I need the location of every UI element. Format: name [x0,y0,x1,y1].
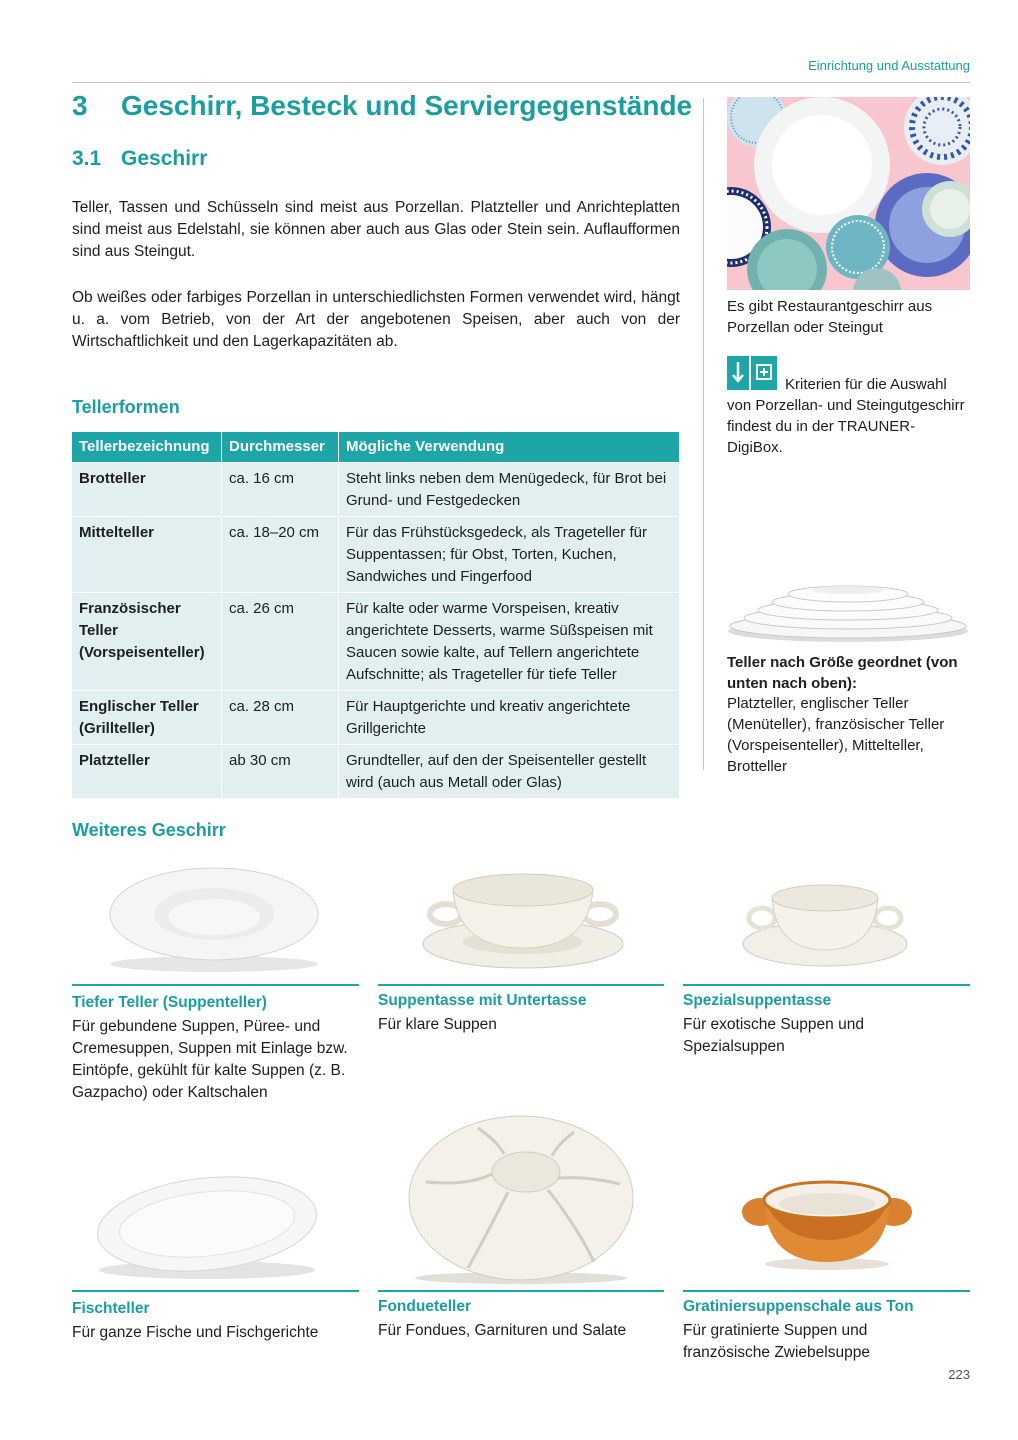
paragraph-porcelain: Ob weißes oder farbiges Porzellan in unterschiedlichsten Formen verwendet wird, hängt u. a. vom Betrieb, von der Art der angebotenen Speisen, aber auch von der Wirtschaftlichkeit und den Lagerkapazitäten ab. [72,289,680,350]
item-title-special-cup: Spezialsuppentasse [683,992,832,1009]
item-title-soup-cup: Suppentasse mit Untertasse [378,992,587,1009]
running-header: Einrichtung und Ausstattung [808,58,970,73]
chapter-number: 3 [72,90,88,121]
item-text-fish-plate: Für ganze Fische und Fischgerichte [72,1324,319,1341]
table-header-row [72,432,679,463]
col-header-diameter: Durchmesser [222,432,339,463]
item-rule [683,984,970,986]
weiteres-heading: Weiteres Geschirr [72,820,226,840]
cell-use: Für Hauptgerichte und kreativ angerichtete Grillgerichte [339,691,680,745]
item-title-fish-plate: Fischteller [72,1300,150,1317]
digibox-text: Kriterien für die Auswahl von Porzellan- und Steingutgeschirr findest du in der TRAUNER-DigiBox. [727,376,965,456]
item-text-deep-plate: Für gebundene Suppen, Püree- und Cremesuppen, Suppen mit Einlage bzw. Eintöpfe, gekühlt für kalte Suppen (z. B. Gazpacho) oder Kaltschalen [72,1018,348,1101]
item-text-special-cup: Für exotische Suppen und Spezialsuppen [683,1016,864,1055]
col-header-name: Tellerbezeichnung [72,432,222,463]
cell-use: Steht links neben dem Menügedeck, für Brot bei Grund- und Festgedecken [339,463,680,517]
stacked-plates-photo [727,576,970,651]
photo-caption: Es gibt Restaurantgeschirr aus Porzellan oder Steingut [727,298,933,336]
item-rule [72,1290,359,1292]
cell-use: Für kalte oder warme Vorspeisen, kreativ angerichtete Desserts, warme Süßspeisen mit Saucen sowie kalte, auf Tellern angerichtete Aufschnitte; als Trageteller für tiefe Teller [339,593,680,691]
cell-name: Mittelteller [72,517,222,593]
table-row [72,593,679,691]
soup-cup-photo [418,862,628,979]
item-title-gratin-bowl: Gratiniersuppenschale aus Ton [683,1298,914,1315]
column-divider [703,98,704,770]
item-rule [378,984,664,986]
stack-caption-text: Platzteller, englischer Teller (Menüteller), französischer Teller (Vorspeisenteller), Mittelteller, Brotteller [727,695,945,775]
item-text-gratin-bowl: Für gratinierte Suppen und französische Zwiebelsuppe [683,1322,870,1361]
cell-diameter: ca. 18–20 cm [222,517,339,593]
cell-diameter: ab 30 cm [222,745,339,799]
page-number: 223 [948,1367,970,1382]
item-title-fondue-plate: Fondueteller [378,1298,472,1315]
cell-name: Englischer Teller (Grillteller) [72,691,222,745]
cell-use: Für das Frühstücksgedeck, als Trageteller für Suppentassen; für Obst, Torten, Kuchen, Sandwiches und Fingerfood [339,517,680,593]
chapter-title: Geschirr, Besteck und Serviergegenstände [121,90,693,121]
cell-diameter: ca. 28 cm [222,691,339,745]
table-row [72,517,679,593]
header-rule [72,82,970,83]
paragraph-intro: Teller, Tassen und Schüsseln sind meist aus Porzellan. Platzteller und Anrichteplatten sind meist aus Edelstahl, sie können aber auch aus Glas oder Stein sein. Auflaufformen sind aus Steingut. [72,199,680,260]
cell-use: Grundteller, auf den der Speisenteller gestellt wird (auch aus Metall oder Glas) [339,745,680,799]
deep-plate-photo [104,862,324,977]
cell-diameter: ca. 16 cm [222,463,339,517]
section-title: Geschirr [121,147,208,170]
item-text-soup-cup: Für klare Suppen [378,1016,497,1033]
fish-plate-photo [94,1166,320,1285]
table-row [72,691,679,745]
tellerformen-heading: Tellerformen [72,397,180,417]
item-rule [378,1290,664,1292]
stack-caption-title: Teller nach Größe geordnet (von unten nach oben): [727,654,958,692]
tellerformen-table [72,432,679,798]
item-title-deep-plate: Tiefer Teller (Suppenteller) [72,994,267,1011]
cell-name: Brotteller [72,463,222,517]
table-row [72,463,679,517]
table-row [72,745,679,799]
item-rule [683,1290,970,1292]
cell-name: Französischer Teller (Vorspeisenteller) [72,593,222,691]
tableware-photo [727,97,970,290]
special-soup-cup-photo [740,876,910,977]
col-header-use: Mögliche Verwendung [339,432,680,463]
cell-diameter: ca. 26 cm [222,593,339,691]
item-rule [72,984,359,986]
gratin-bowl-photo [742,1170,912,1275]
section-number: 3.1 [72,147,102,170]
cell-name: Platzteller [72,745,222,799]
fondue-plate-photo [408,1112,634,1289]
item-text-fondue-plate: Für Fondues, Garnituren und Salate [378,1322,627,1339]
